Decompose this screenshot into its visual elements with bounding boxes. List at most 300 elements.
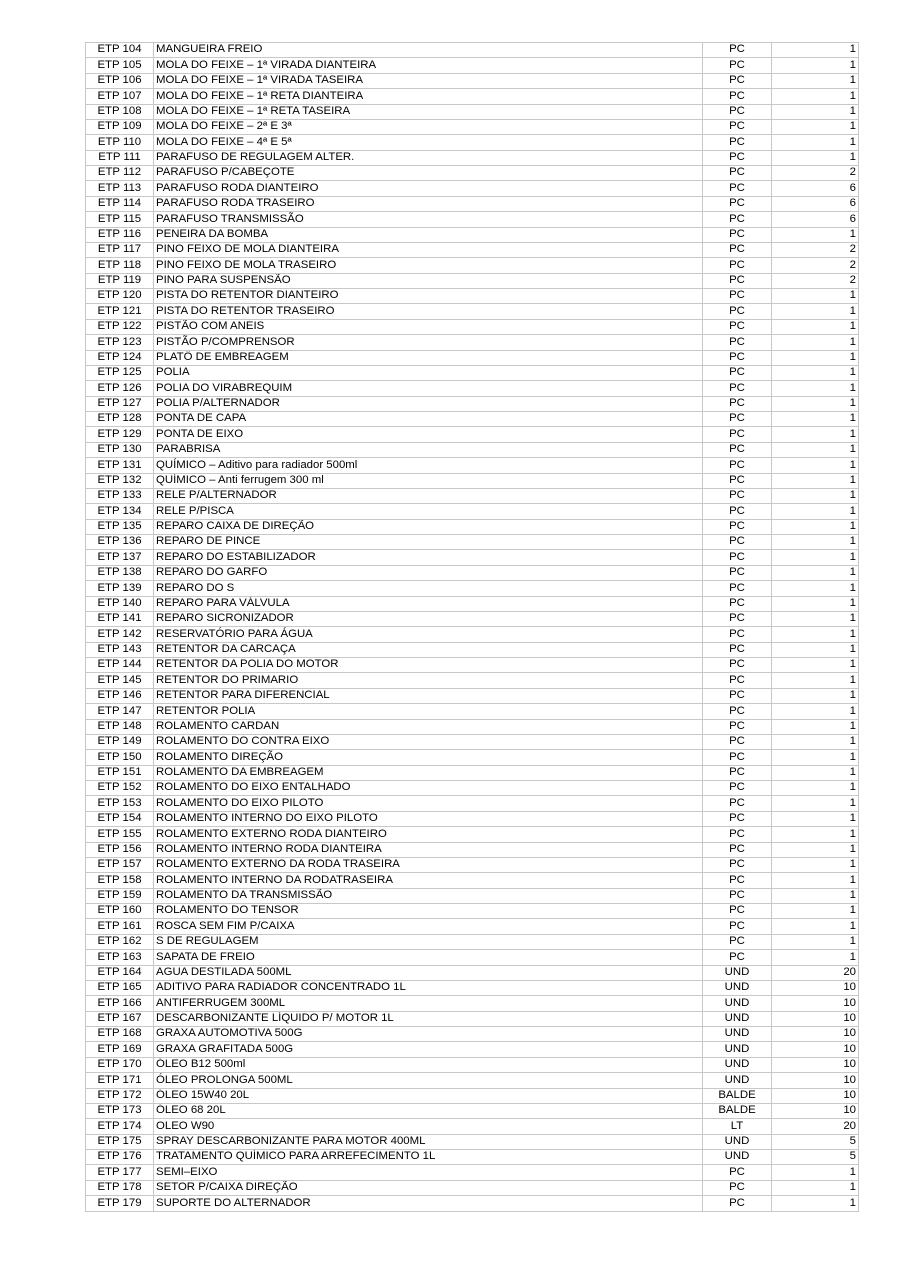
item-code-cell: ETP 167 xyxy=(86,1011,154,1026)
item-quantity-cell: 10 xyxy=(772,1088,859,1103)
item-unit-cell: PC xyxy=(703,427,772,442)
item-unit-cell: PC xyxy=(703,150,772,165)
item-unit-cell: PC xyxy=(703,227,772,242)
table-row xyxy=(86,273,859,288)
item-quantity-cell: 1 xyxy=(772,289,859,304)
item-quantity-cell: 20 xyxy=(772,965,859,980)
table-row xyxy=(86,1042,859,1057)
item-code-cell: ETP 168 xyxy=(86,1027,154,1042)
item-quantity-cell: 1 xyxy=(772,704,859,719)
item-unit-cell: PC xyxy=(703,473,772,488)
item-description-cell: RETENTOR DO PRIMARIO xyxy=(154,673,703,688)
item-quantity-cell: 1 xyxy=(772,581,859,596)
item-description-cell: PONTA DE CAPA xyxy=(154,412,703,427)
item-quantity-cell: 1 xyxy=(772,658,859,673)
item-quantity-cell: 10 xyxy=(772,1011,859,1026)
item-unit-cell: PC xyxy=(703,642,772,657)
table-row xyxy=(86,196,859,211)
item-unit-cell: PC xyxy=(703,1180,772,1195)
item-unit-cell: UND xyxy=(703,1150,772,1165)
item-code-cell: ETP 104 xyxy=(86,43,154,58)
item-code-cell: ETP 133 xyxy=(86,488,154,503)
item-quantity-cell: 1 xyxy=(772,473,859,488)
item-code-cell: ETP 179 xyxy=(86,1196,154,1211)
item-quantity-cell: 1 xyxy=(772,43,859,58)
table-row xyxy=(86,242,859,257)
table-row xyxy=(86,227,859,242)
item-unit-cell: PC xyxy=(703,550,772,565)
table-row xyxy=(86,166,859,181)
table-row xyxy=(86,581,859,596)
item-quantity-cell: 1 xyxy=(772,934,859,949)
item-unit-cell: PC xyxy=(703,304,772,319)
item-code-cell: ETP 108 xyxy=(86,104,154,119)
item-description-cell: PONTA DE EIXO xyxy=(154,427,703,442)
table-row xyxy=(86,857,859,872)
item-unit-cell: PC xyxy=(703,888,772,903)
item-code-cell: ETP 124 xyxy=(86,350,154,365)
item-quantity-cell: 1 xyxy=(772,427,859,442)
item-unit-cell: UND xyxy=(703,1042,772,1057)
item-quantity-cell: 1 xyxy=(772,611,859,626)
item-code-cell: ETP 161 xyxy=(86,919,154,934)
item-description-cell: RETENTOR DA POLIA DO MOTOR xyxy=(154,658,703,673)
table-row xyxy=(86,535,859,550)
item-quantity-cell: 1 xyxy=(772,89,859,104)
table-row xyxy=(86,43,859,58)
table-row xyxy=(86,781,859,796)
item-code-cell: ETP 127 xyxy=(86,396,154,411)
item-code-cell: ETP 143 xyxy=(86,642,154,657)
item-quantity-cell: 1 xyxy=(772,750,859,765)
item-quantity-cell: 10 xyxy=(772,1027,859,1042)
item-description-cell: ROSCA SEM FIM P/CAIXA xyxy=(154,919,703,934)
item-unit-cell: UND xyxy=(703,980,772,995)
item-quantity-cell: 1 xyxy=(772,150,859,165)
item-code-cell: ETP 116 xyxy=(86,227,154,242)
item-description-cell: POLIA xyxy=(154,365,703,380)
item-description-cell: ROLAMENTO DA TRANSMISSÃO xyxy=(154,888,703,903)
item-quantity-cell: 5 xyxy=(772,1134,859,1149)
item-quantity-cell: 1 xyxy=(772,842,859,857)
item-description-cell: ROLAMENTO DO CONTRA EIXO xyxy=(154,734,703,749)
item-code-cell: ETP 109 xyxy=(86,119,154,134)
item-quantity-cell: 1 xyxy=(772,519,859,534)
item-description-cell: PINO FEIXO DE MOLA DIANTEIRA xyxy=(154,242,703,257)
item-quantity-cell: 1 xyxy=(772,565,859,580)
item-description-cell: ROLAMENTO EXTERNO RODA DIANTEIRO xyxy=(154,827,703,842)
item-description-cell: ANTIFERRUGEM 300ML xyxy=(154,996,703,1011)
item-quantity-cell: 1 xyxy=(772,796,859,811)
item-quantity-cell: 1 xyxy=(772,335,859,350)
item-description-cell: GRAXA GRAFITADA 500G xyxy=(154,1042,703,1057)
item-description-cell: SAPATA DE FREIO xyxy=(154,950,703,965)
item-code-cell: ETP 119 xyxy=(86,273,154,288)
item-unit-cell: PC xyxy=(703,135,772,150)
item-quantity-cell: 1 xyxy=(772,1165,859,1180)
item-quantity-cell: 6 xyxy=(772,196,859,211)
item-unit-cell: PC xyxy=(703,104,772,119)
item-description-cell: TRATAMENTO QUÍMICO PARA ARREFECIMENTO 1L xyxy=(154,1150,703,1165)
item-description-cell: ROLAMENTO DO EIXO ENTALHADO xyxy=(154,781,703,796)
table-row xyxy=(86,1073,859,1088)
item-description-cell: OLEO W90 xyxy=(154,1119,703,1134)
item-code-cell: ETP 173 xyxy=(86,1103,154,1118)
table-row xyxy=(86,750,859,765)
table-row xyxy=(86,473,859,488)
items-table xyxy=(85,42,859,1212)
item-quantity-cell: 1 xyxy=(772,442,859,457)
item-unit-cell: PC xyxy=(703,719,772,734)
item-quantity-cell: 10 xyxy=(772,996,859,1011)
table-row xyxy=(86,427,859,442)
table-row xyxy=(86,412,859,427)
table-row xyxy=(86,319,859,334)
table-row xyxy=(86,873,859,888)
item-unit-cell: PC xyxy=(703,196,772,211)
items-table-body xyxy=(86,43,859,1212)
item-unit-cell: PC xyxy=(703,365,772,380)
item-quantity-cell: 1 xyxy=(772,627,859,642)
table-row xyxy=(86,1134,859,1149)
item-quantity-cell: 10 xyxy=(772,1042,859,1057)
item-quantity-cell: 5 xyxy=(772,1150,859,1165)
item-description-cell: REPARO DO ESTABILIZADOR xyxy=(154,550,703,565)
item-unit-cell: PC xyxy=(703,796,772,811)
item-description-cell: ROLAMENTO INTERNO RODA DIANTEIRA xyxy=(154,842,703,857)
table-row xyxy=(86,89,859,104)
table-row xyxy=(86,212,859,227)
item-unit-cell: BALDE xyxy=(703,1088,772,1103)
item-unit-cell: PC xyxy=(703,242,772,257)
item-code-cell: ETP 148 xyxy=(86,719,154,734)
item-unit-cell: PC xyxy=(703,765,772,780)
item-quantity-cell: 1 xyxy=(772,688,859,703)
item-quantity-cell: 1 xyxy=(772,642,859,657)
table-row xyxy=(86,673,859,688)
item-description-cell: RELE P/ALTERNADOR xyxy=(154,488,703,503)
item-quantity-cell: 1 xyxy=(772,950,859,965)
item-code-cell: ETP 113 xyxy=(86,181,154,196)
table-row xyxy=(86,119,859,134)
item-quantity-cell: 1 xyxy=(772,535,859,550)
item-quantity-cell: 1 xyxy=(772,396,859,411)
item-unit-cell: PC xyxy=(703,212,772,227)
item-description-cell: SETOR P/CAIXA DIREÇÃO xyxy=(154,1180,703,1195)
item-code-cell: ETP 122 xyxy=(86,319,154,334)
item-unit-cell: PC xyxy=(703,258,772,273)
item-code-cell: ETP 166 xyxy=(86,996,154,1011)
item-unit-cell: PC xyxy=(703,857,772,872)
item-code-cell: ETP 160 xyxy=(86,904,154,919)
table-row xyxy=(86,396,859,411)
item-code-cell: ETP 174 xyxy=(86,1119,154,1134)
item-unit-cell: UND xyxy=(703,1027,772,1042)
item-code-cell: ETP 110 xyxy=(86,135,154,150)
item-code-cell: ETP 146 xyxy=(86,688,154,703)
item-code-cell: ETP 151 xyxy=(86,765,154,780)
item-unit-cell: UND xyxy=(703,1057,772,1072)
item-quantity-cell: 1 xyxy=(772,1196,859,1211)
item-unit-cell: PC xyxy=(703,289,772,304)
item-quantity-cell: 1 xyxy=(772,504,859,519)
item-code-cell: ETP 139 xyxy=(86,581,154,596)
item-quantity-cell: 1 xyxy=(772,119,859,134)
item-code-cell: ETP 120 xyxy=(86,289,154,304)
item-description-cell: REPARO DO GARFO xyxy=(154,565,703,580)
item-quantity-cell: 1 xyxy=(772,304,859,319)
item-code-cell: ETP 112 xyxy=(86,166,154,181)
item-description-cell: MOLA DO FEIXE – 1ª RETA DIANTEIRA xyxy=(154,89,703,104)
item-unit-cell: PC xyxy=(703,627,772,642)
table-row xyxy=(86,1150,859,1165)
item-code-cell: ETP 117 xyxy=(86,242,154,257)
table-row xyxy=(86,335,859,350)
item-unit-cell: UND xyxy=(703,1011,772,1026)
item-unit-cell: PC xyxy=(703,442,772,457)
item-description-cell: ROLAMENTO DA EMBREAGEM xyxy=(154,765,703,780)
table-row xyxy=(86,796,859,811)
item-unit-cell: PC xyxy=(703,704,772,719)
item-unit-cell: PC xyxy=(703,565,772,580)
item-description-cell: MOLA DO FEIXE – 1ª VIRADA TASEIRA xyxy=(154,73,703,88)
table-row xyxy=(86,996,859,1011)
item-quantity-cell: 1 xyxy=(772,58,859,73)
item-description-cell: PINO FEIXO DE MOLA TRASEIRO xyxy=(154,258,703,273)
item-code-cell: ETP 138 xyxy=(86,565,154,580)
item-description-cell: SPRAY DESCARBONIZANTE PARA MOTOR 400ML xyxy=(154,1134,703,1149)
item-description-cell: DESCARBONIZANTE LÍQUIDO P/ MOTOR 1L xyxy=(154,1011,703,1026)
item-description-cell: RETENTOR PARA DIFERENCIAL xyxy=(154,688,703,703)
table-row xyxy=(86,658,859,673)
item-description-cell: SUPORTE DO ALTERNADOR xyxy=(154,1196,703,1211)
table-row xyxy=(86,888,859,903)
item-unit-cell: PC xyxy=(703,873,772,888)
item-code-cell: ETP 140 xyxy=(86,596,154,611)
item-description-cell: ÓLEO B12 500ml xyxy=(154,1057,703,1072)
item-quantity-cell: 1 xyxy=(772,719,859,734)
item-description-cell: REPARO DE PINCE xyxy=(154,535,703,550)
item-code-cell: ETP 150 xyxy=(86,750,154,765)
item-code-cell: ETP 144 xyxy=(86,658,154,673)
table-row xyxy=(86,1196,859,1211)
item-description-cell: PARAFUSO DE REGULAGEM ALTER. xyxy=(154,150,703,165)
item-description-cell: REPARO PARA VÁLVULA xyxy=(154,596,703,611)
table-row xyxy=(86,904,859,919)
item-unit-cell: PC xyxy=(703,396,772,411)
item-quantity-cell: 1 xyxy=(772,381,859,396)
item-code-cell: ETP 170 xyxy=(86,1057,154,1072)
item-quantity-cell: 1 xyxy=(772,135,859,150)
item-code-cell: ETP 137 xyxy=(86,550,154,565)
table-row xyxy=(86,950,859,965)
item-code-cell: ETP 156 xyxy=(86,842,154,857)
item-description-cell: MANGUEIRA FREIO xyxy=(154,43,703,58)
item-unit-cell: PC xyxy=(703,43,772,58)
item-description-cell: POLIA P/ALTERNADOR xyxy=(154,396,703,411)
item-unit-cell: PC xyxy=(703,519,772,534)
table-row xyxy=(86,980,859,995)
table-row xyxy=(86,596,859,611)
item-description-cell: PLATÔ DE EMBREAGEM xyxy=(154,350,703,365)
item-unit-cell: PC xyxy=(703,350,772,365)
item-code-cell: ETP 107 xyxy=(86,89,154,104)
item-unit-cell: PC xyxy=(703,166,772,181)
item-code-cell: ETP 169 xyxy=(86,1042,154,1057)
item-code-cell: ETP 163 xyxy=(86,950,154,965)
item-unit-cell: PC xyxy=(703,750,772,765)
table-row xyxy=(86,919,859,934)
table-row xyxy=(86,381,859,396)
item-description-cell: QUÍMICO – Aditivo para radiador 500ml xyxy=(154,458,703,473)
item-code-cell: ETP 152 xyxy=(86,781,154,796)
table-row xyxy=(86,811,859,826)
item-code-cell: ETP 153 xyxy=(86,796,154,811)
item-code-cell: ETP 142 xyxy=(86,627,154,642)
item-unit-cell: PC xyxy=(703,412,772,427)
item-unit-cell: PC xyxy=(703,119,772,134)
item-code-cell: ETP 159 xyxy=(86,888,154,903)
table-row xyxy=(86,150,859,165)
item-description-cell: ROLAMENTO DO TENSOR xyxy=(154,904,703,919)
table-row xyxy=(86,1103,859,1118)
item-unit-cell: UND xyxy=(703,965,772,980)
item-quantity-cell: 10 xyxy=(772,1103,859,1118)
item-quantity-cell: 1 xyxy=(772,73,859,88)
item-description-cell: GRAXA AUTOMOTIVA 500G xyxy=(154,1027,703,1042)
item-description-cell: MOLA DO FEIXE – 4ª E 5ª xyxy=(154,135,703,150)
item-unit-cell: PC xyxy=(703,658,772,673)
item-quantity-cell: 1 xyxy=(772,888,859,903)
item-quantity-cell: 2 xyxy=(772,166,859,181)
table-row xyxy=(86,58,859,73)
item-unit-cell: PC xyxy=(703,319,772,334)
table-row xyxy=(86,565,859,580)
item-description-cell: QUÍMICO – Anti ferrugem 300 ml xyxy=(154,473,703,488)
item-code-cell: ETP 131 xyxy=(86,458,154,473)
item-code-cell: ETP 171 xyxy=(86,1073,154,1088)
item-unit-cell: UND xyxy=(703,1134,772,1149)
item-code-cell: ETP 178 xyxy=(86,1180,154,1195)
item-description-cell: PARAFUSO RODA DIANTEIRO xyxy=(154,181,703,196)
item-description-cell: ROLAMENTO CARDAN xyxy=(154,719,703,734)
item-description-cell: PARAFUSO TRANSMISSÃO xyxy=(154,212,703,227)
item-description-cell: REPARO SICRONIZADOR xyxy=(154,611,703,626)
table-row xyxy=(86,181,859,196)
item-code-cell: ETP 176 xyxy=(86,1150,154,1165)
item-code-cell: ETP 165 xyxy=(86,980,154,995)
item-code-cell: ETP 158 xyxy=(86,873,154,888)
item-code-cell: ETP 135 xyxy=(86,519,154,534)
item-quantity-cell: 1 xyxy=(772,488,859,503)
item-unit-cell: PC xyxy=(703,734,772,749)
item-unit-cell: PC xyxy=(703,58,772,73)
item-code-cell: ETP 177 xyxy=(86,1165,154,1180)
table-row xyxy=(86,704,859,719)
item-quantity-cell: 1 xyxy=(772,227,859,242)
item-quantity-cell: 10 xyxy=(772,1073,859,1088)
item-description-cell: PARABRISA xyxy=(154,442,703,457)
table-row xyxy=(86,550,859,565)
item-description-cell: PISTÃO P/COMPRENSOR xyxy=(154,335,703,350)
item-code-cell: ETP 123 xyxy=(86,335,154,350)
item-code-cell: ETP 129 xyxy=(86,427,154,442)
item-unit-cell: PC xyxy=(703,919,772,934)
item-code-cell: ETP 118 xyxy=(86,258,154,273)
table-row xyxy=(86,842,859,857)
item-description-cell: ÓLEO PROLONGA 500ML xyxy=(154,1073,703,1088)
item-unit-cell: PC xyxy=(703,811,772,826)
item-quantity-cell: 1 xyxy=(772,412,859,427)
table-row xyxy=(86,934,859,949)
item-code-cell: ETP 145 xyxy=(86,673,154,688)
table-row xyxy=(86,734,859,749)
table-row xyxy=(86,519,859,534)
item-quantity-cell: 2 xyxy=(772,273,859,288)
item-quantity-cell: 1 xyxy=(772,458,859,473)
item-description-cell: RELE P/PISCA xyxy=(154,504,703,519)
item-code-cell: ETP 132 xyxy=(86,473,154,488)
item-quantity-cell: 6 xyxy=(772,212,859,227)
item-unit-cell: PC xyxy=(703,458,772,473)
item-description-cell: ROLAMENTO INTERNO DO EIXO PILOTO xyxy=(154,811,703,826)
item-code-cell: ETP 154 xyxy=(86,811,154,826)
item-unit-cell: PC xyxy=(703,504,772,519)
item-unit-cell: PC xyxy=(703,181,772,196)
item-code-cell: ETP 155 xyxy=(86,827,154,842)
item-code-cell: ETP 162 xyxy=(86,934,154,949)
item-description-cell: PENEIRA DA BOMBA xyxy=(154,227,703,242)
item-unit-cell: PC xyxy=(703,535,772,550)
table-row xyxy=(86,458,859,473)
item-quantity-cell: 1 xyxy=(772,781,859,796)
item-quantity-cell: 2 xyxy=(772,242,859,257)
item-code-cell: ETP 125 xyxy=(86,365,154,380)
item-description-cell: RESERVATÓRIO PARA ÁGUA xyxy=(154,627,703,642)
table-row xyxy=(86,350,859,365)
item-description-cell: ROLAMENTO INTERNO DA RODATRASEIRA xyxy=(154,873,703,888)
table-row xyxy=(86,104,859,119)
item-code-cell: ETP 130 xyxy=(86,442,154,457)
item-quantity-cell: 1 xyxy=(772,350,859,365)
item-quantity-cell: 1 xyxy=(772,1180,859,1195)
item-unit-cell: PC xyxy=(703,581,772,596)
item-code-cell: ETP 136 xyxy=(86,535,154,550)
table-row xyxy=(86,1165,859,1180)
table-row xyxy=(86,765,859,780)
table-row xyxy=(86,627,859,642)
item-quantity-cell: 1 xyxy=(772,811,859,826)
item-description-cell: MOLA DO FEIXE – 2ª E 3ª xyxy=(154,119,703,134)
item-code-cell: ETP 147 xyxy=(86,704,154,719)
item-description-cell: PISTA DO RETENTOR DIANTEIRO xyxy=(154,289,703,304)
item-code-cell: ETP 128 xyxy=(86,412,154,427)
item-description-cell: REPARO DO S xyxy=(154,581,703,596)
table-row xyxy=(86,488,859,503)
item-code-cell: ETP 126 xyxy=(86,381,154,396)
item-quantity-cell: 10 xyxy=(772,980,859,995)
table-row xyxy=(86,304,859,319)
table-row xyxy=(86,365,859,380)
item-description-cell: REPARO CAIXA DE DIREÇÃO xyxy=(154,519,703,534)
item-description-cell: PARAFUSO RODA TRASEIRO xyxy=(154,196,703,211)
table-row xyxy=(86,1057,859,1072)
table-row xyxy=(86,135,859,150)
item-quantity-cell: 10 xyxy=(772,1057,859,1072)
item-description-cell: PISTÃO COM ANEIS xyxy=(154,319,703,334)
item-code-cell: ETP 157 xyxy=(86,857,154,872)
item-quantity-cell: 1 xyxy=(772,904,859,919)
